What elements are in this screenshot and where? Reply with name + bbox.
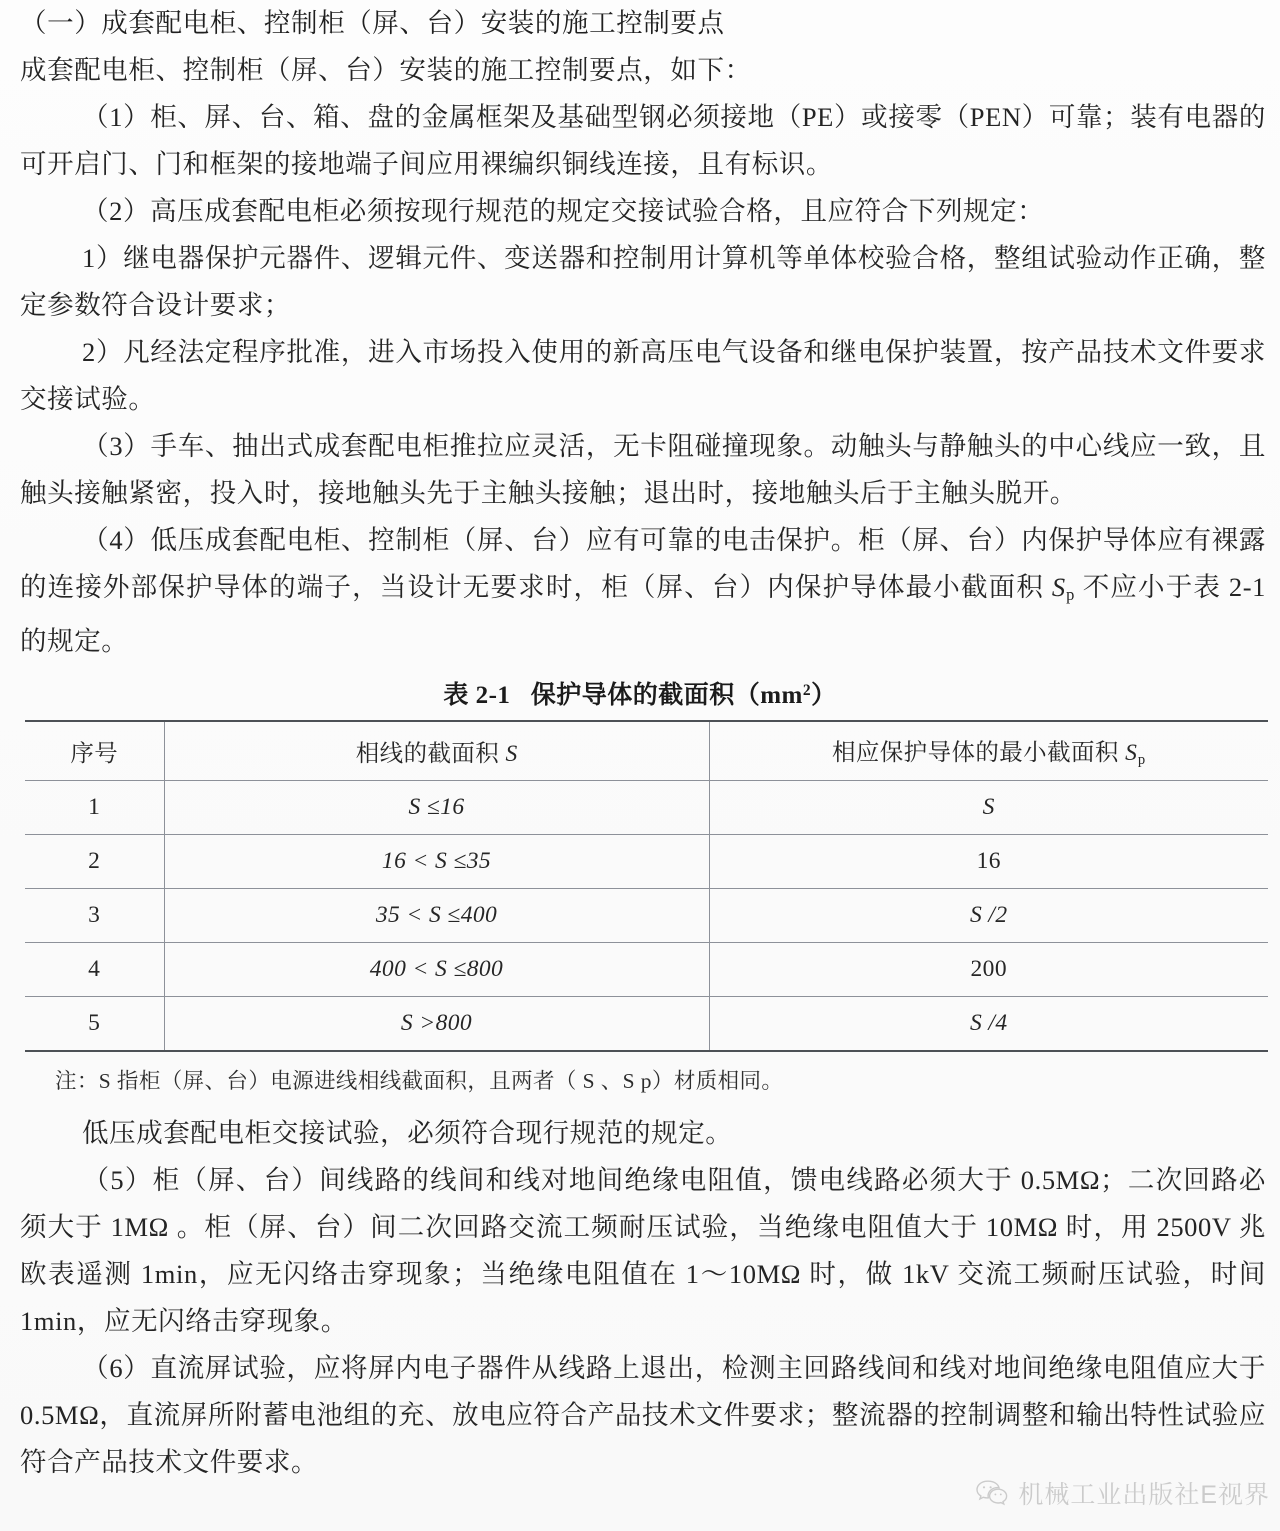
table-row (25, 835, 1268, 889)
item-2-1-text: 继电器保护元器件、逻辑元件、变送器和控制用计算机等单体校验合格，整组试验动作正确，整定参数符合设计要求； (20, 243, 1267, 320)
cell-phase: 16 < S ≤35 (164, 835, 709, 889)
cell-index: 2 (25, 835, 164, 889)
paragraph-item-2-1 (0, 235, 1280, 329)
table-header-index: 序号 (25, 721, 164, 781)
table-row (25, 781, 1268, 835)
table-header-phase-var: S (505, 741, 518, 768)
item-4-label: （4） (82, 525, 151, 555)
intro-paragraph (0, 47, 1280, 94)
item-4-text-after: 不应小于表 2-1 的规定。 (20, 572, 1266, 657)
cell-phase: 400 < S ≤800 (164, 943, 709, 997)
table-header-phase (164, 721, 709, 781)
item-2-1-label: 1） (82, 243, 124, 273)
table-row (25, 943, 1268, 997)
paragraph-item-3 (0, 423, 1280, 517)
paragraph-item-6 (0, 1345, 1280, 1486)
item-6-label: （6） (82, 1353, 151, 1384)
paragraph-item-4 (0, 517, 1280, 665)
paragraph-item-1 (0, 94, 1280, 188)
paragraph-item-5 (0, 1157, 1280, 1345)
table-header-protect (709, 721, 1268, 781)
table-header-row (25, 721, 1268, 781)
cell-protect: S (709, 781, 1268, 835)
item-6-text: 直流屏试验，应将屏内电子器件从线路上退出，检测主回路线间和线对地间绝缘电阻值应大于 0.5MΩ，直流屏所附蓄电池组的充、放电应符合产品技术文件要求；整流器的控制调整和输出特性试验应符合产品技术文件要求。 (20, 1353, 1266, 1478)
table-header-protect-var-sub: p (1137, 751, 1146, 768)
cell-phase: 35 < S ≤400 (164, 889, 709, 943)
item-1-text: 柜、屏、台、箱、盘的金属框架及基础型钢必须接地（PE）或接零（PEN）可靠；装有电器的可开启门、门和框架的接地端子间应用裸编织铜线连接，且有标识。 (20, 102, 1266, 179)
item-4-text-before: 低压成套配电柜、控制柜（屏、台）应有可靠的电击保护。柜（屏、台）内保护导体应有裸露的连接外部保护导体的端子，当设计无要求时，柜（屏、台）内保护导体最小截面积 (20, 525, 1266, 602)
protective-conductor-table (25, 720, 1268, 1052)
table-caption-unit-open: （mm (734, 682, 803, 710)
table-row (25, 889, 1268, 943)
cell-protect: S /4 (709, 997, 1268, 1052)
table-caption-unit-sup: 2 (802, 682, 812, 700)
table-body (25, 781, 1268, 1052)
cell-phase: S ≤16 (164, 781, 709, 835)
table-header-phase-text: 相线的截面积 (355, 741, 506, 768)
paragraph-item-2-2 (0, 329, 1280, 423)
cell-index: 1 (25, 781, 164, 835)
table-note (0, 1052, 1280, 1098)
item-2-label: （2） (82, 196, 151, 226)
item-1-label: （1） (82, 102, 151, 132)
cell-index: 4 (25, 943, 164, 997)
paragraph-after-table (0, 1110, 1280, 1157)
table-row (25, 997, 1268, 1052)
cell-index: 3 (25, 889, 164, 943)
table-container (0, 720, 1280, 1052)
table-caption-unit-close: ） (811, 682, 837, 710)
cell-protect: 16 (709, 835, 1268, 889)
item-3-text: 手车、抽出式成套配电柜推拉应灵活，无卡阻碰撞现象。动触头与静触头的中心线应一致，且触头接触紧密，投入时，接地触头先于主触头接触；退出时，接地触头后于主触头脱开。 (20, 431, 1266, 508)
table-caption-title: 保护导体的截面积 (530, 682, 735, 710)
table-caption (0, 665, 1280, 720)
item-5-text: 柜（屏、台）间线路的线间和线对地间绝缘电阻值，馈电线路必须大于 0.5MΩ；二次回路必须大于 1MΩ 。柜（屏、台）间二次回路交流工频耐压试验，当绝缘电阻值大于 10MΩ 时，用 2500V 兆欧表遥测 1min，应无闪络击穿现象；当绝缘电阻值在 1～10MΩ 时，做 1kV 交流工频耐压试验，时间 1min，应无闪络击穿现象。 (20, 1165, 1266, 1337)
after-table-text: 低压成套配电柜交接试验，必须符合现行规范的规定。 (82, 1118, 733, 1149)
watermark-text: 机械工业出版社E视界 (1018, 1481, 1270, 1509)
cell-protect: S /2 (709, 889, 1268, 943)
cell-phase: S >800 (164, 997, 709, 1052)
table-header-protect-var: S (1125, 740, 1137, 767)
section-heading-text: （一）成套配电柜、控制柜（屏、台）安装的施工控制要点 (20, 8, 725, 38)
table-caption-number: 表 2-1 (443, 682, 511, 710)
item-2-2-text: 凡经法定程序批准，进入市场投入使用的新高压电气设备和继电保护装置，按产品技术文件要求交接试验。 (20, 337, 1267, 414)
item-2-text: 高压成套配电柜必须按现行规范的规定交接试验合格，且应符合下列规定： (150, 196, 1045, 226)
table-header-protect-text: 相应保护导体的最小截面积 (831, 740, 1126, 767)
intro-text: 成套配电柜、控制柜（屏、台）安装的施工控制要点，如下： (20, 55, 752, 85)
item-3-label: （3） (82, 431, 151, 461)
paragraph-item-2 (0, 188, 1280, 235)
section-heading (0, 0, 1280, 47)
cell-protect: 200 (709, 943, 1268, 997)
cell-index: 5 (25, 997, 164, 1052)
variable-sp-main: S (1051, 572, 1066, 602)
table-note-text: 注：S 指柜（屏、台）电源进线相线截面积，且两者（ S 、S p）材质相同。 (55, 1069, 784, 1094)
item-2-2-label: 2） (82, 337, 124, 367)
variable-sp-subscript: p (1066, 585, 1075, 605)
item-5-label: （5） (82, 1165, 153, 1196)
